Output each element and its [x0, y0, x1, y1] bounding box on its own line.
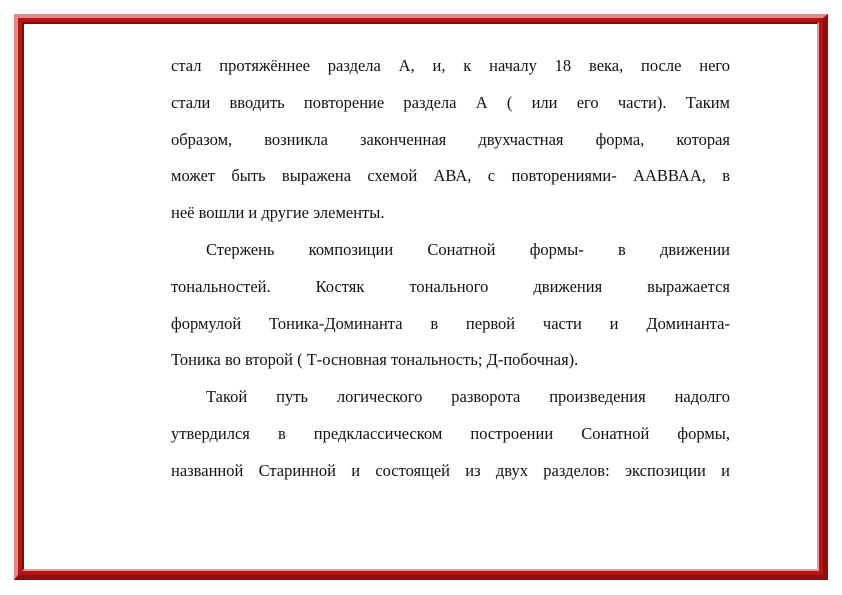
- text-line-5: неё вошли и другие элементы.: [171, 203, 385, 223]
- text-line-12: названной Старинной и состоящей из двух разделов: экспозиции и: [171, 460, 730, 480]
- text-line-8: формулой Тоника-Доминанта в первой части и Доминанта-: [171, 313, 730, 333]
- text-line-10: Такой путь логического разворота произведения надолго: [206, 387, 730, 407]
- text-line-11: утвердился в предклассическом построении Сонатной формы,: [171, 423, 730, 443]
- text-line-7: тональностей. Костяк тонального движения выражается: [171, 276, 730, 296]
- text-line-6: Стержень композиции Сонатной формы- в движении: [206, 239, 730, 259]
- text-line-2: стали вводить повторение раздела А ( или его части). Таким: [171, 92, 730, 112]
- document-text: [171, 52, 730, 494]
- text-line-1: стал протяжённее раздела А, и, к началу 18 века, после него: [171, 56, 730, 75]
- text-line-3: образом, возникла законченная двухчастная форма, которая: [171, 129, 730, 149]
- text-line-9: Тоника во второй ( Т-основная тональность; Д-побочная).: [171, 350, 579, 370]
- text-line-4: может быть выражена схемой АВА, с повторениями- ААВВАА, в: [171, 166, 730, 186]
